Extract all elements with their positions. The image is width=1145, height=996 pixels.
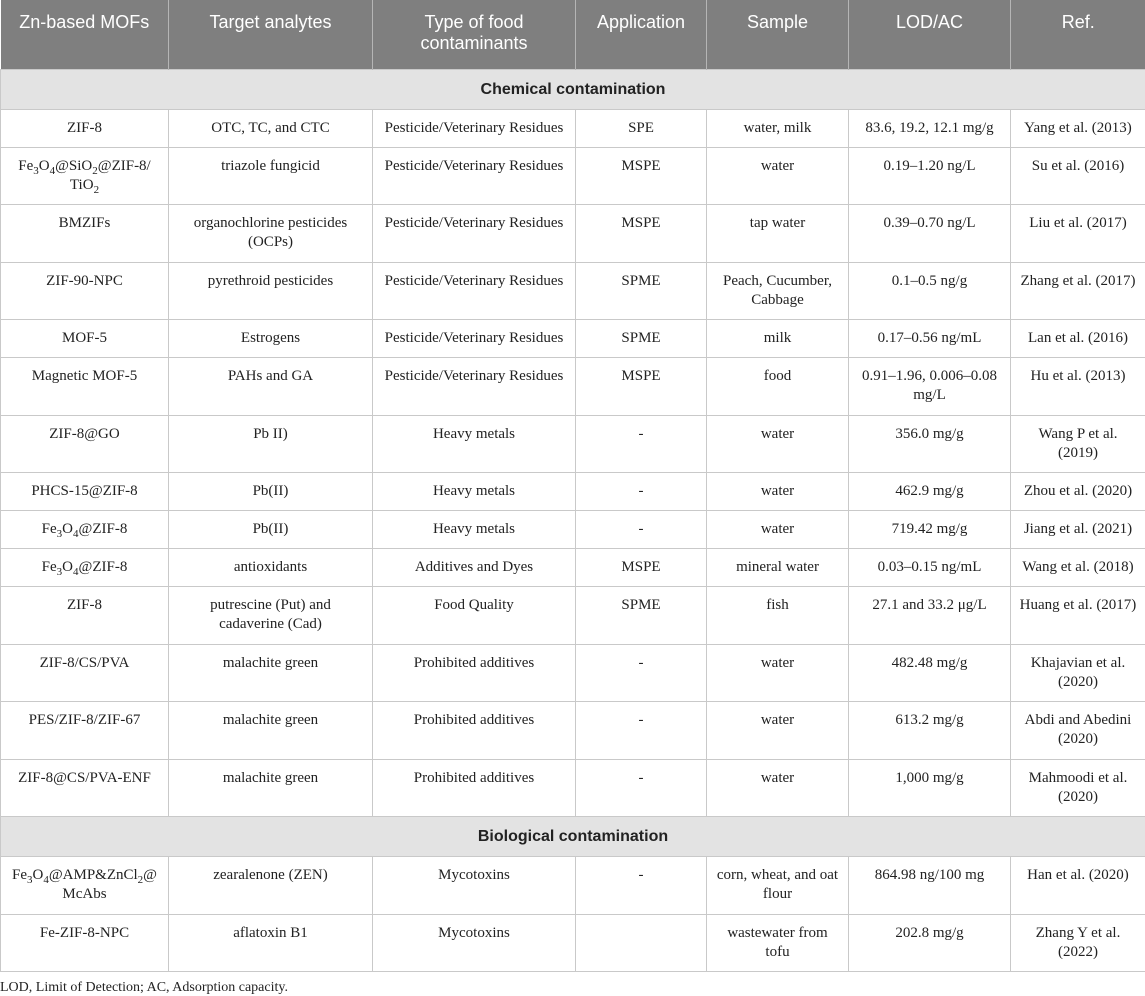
table-cell: food [707, 358, 849, 416]
table-cell: Khajavian et al. (2020) [1011, 644, 1145, 702]
table-cell: Prohibited additives [373, 759, 576, 817]
section-header-row [1, 817, 1145, 857]
table-cell: $Fe_3O_4@ZIF-8$ [1, 549, 169, 587]
table-cell: water [707, 415, 849, 473]
table-cell: ZIF-8@CS/PVA-ENF [1, 759, 169, 817]
table-cell: ZIF-8@GO [1, 415, 169, 473]
table-cell: Pb II) [169, 415, 373, 473]
table-cell: SPME [576, 320, 707, 358]
table-cell: wastewater from tofu [707, 914, 849, 972]
table-cell: 613.2 mg/g [849, 702, 1011, 760]
table-footnote: LOD, Limit of Detection; AC, Adsorption capacity. [0, 972, 1145, 996]
table-cell: aflatoxin B1 [169, 914, 373, 972]
table-cell: PES/ZIF-8/ZIF-67 [1, 702, 169, 760]
table-cell: MSPE [576, 205, 707, 263]
table-cell: tap water [707, 205, 849, 263]
table-cell: water [707, 644, 849, 702]
table-cell: Wang P et al. (2019) [1011, 415, 1145, 473]
table-cell: SPME [576, 587, 707, 645]
table-row [1, 147, 1145, 205]
table-cell: BMZIFs [1, 205, 169, 263]
table-cell: zearalenone (ZEN) [169, 857, 373, 915]
table-row [1, 320, 1145, 358]
section-title: Biological contamination [1, 817, 1145, 857]
header-row [1, 0, 1145, 69]
table-cell: - [576, 644, 707, 702]
table-cell: water [707, 511, 849, 549]
table-cell: MOF-5 [1, 320, 169, 358]
table-row [1, 759, 1145, 817]
table-cell: ZIF-8 [1, 109, 169, 147]
table-row [1, 857, 1145, 915]
table-cell: - [576, 702, 707, 760]
table-cell: MSPE [576, 147, 707, 205]
table-cell: Liu et al. (2017) [1011, 205, 1145, 263]
table-cell: - [576, 473, 707, 511]
table-cell: - [576, 857, 707, 915]
table-body [1, 69, 1145, 972]
table-cell: OTC, TC, and CTC [169, 109, 373, 147]
table-cell: Pesticide/Veterinary Residues [373, 262, 576, 320]
table-cell: Fe-ZIF-8-NPC [1, 914, 169, 972]
table-cell: malachite green [169, 644, 373, 702]
table-cell: Prohibited additives [373, 644, 576, 702]
table-cell: - [576, 759, 707, 817]
table-cell: Han et al. (2020) [1011, 857, 1145, 915]
table-cell: water [707, 473, 849, 511]
column-header: LOD/AC [849, 0, 1011, 69]
table-cell: putrescine (Put) and cadaverine (Cad) [169, 587, 373, 645]
table-cell: Su et al. (2016) [1011, 147, 1145, 205]
table-cell: Pesticide/Veterinary Residues [373, 358, 576, 416]
table-cell: Pesticide/Veterinary Residues [373, 109, 576, 147]
table-cell: Zhou et al. (2020) [1011, 473, 1145, 511]
table-cell: 83.6, 19.2, 12.1 mg/g [849, 109, 1011, 147]
table-cell: Zhang Y et al. (2022) [1011, 914, 1145, 972]
table-row [1, 587, 1145, 645]
table-cell: Peach, Cucumber, Cabbage [707, 262, 849, 320]
table-row [1, 473, 1145, 511]
table-cell: Magnetic MOF-5 [1, 358, 169, 416]
table-cell: Mycotoxins [373, 914, 576, 972]
table-cell: MSPE [576, 549, 707, 587]
table-row [1, 549, 1145, 587]
table-cell: $Fe_3O_4@ZIF-8$ [1, 511, 169, 549]
table-cell: 719.42 mg/g [849, 511, 1011, 549]
table-cell: $Fe_3O_4@SiO_2@ZIF-8/$ TiO$_2$ [1, 147, 169, 205]
table-cell: Food Quality [373, 587, 576, 645]
column-header: Type of food contaminants [373, 0, 576, 69]
table-cell: Pb(II) [169, 511, 373, 549]
table-row [1, 702, 1145, 760]
table-cell: 0.39–0.70 ng/L [849, 205, 1011, 263]
table-cell: Pesticide/Veterinary Residues [373, 205, 576, 263]
table-cell: 0.1–0.5 ng/g [849, 262, 1011, 320]
table-cell: malachite green [169, 702, 373, 760]
column-header: Sample [707, 0, 849, 69]
table-cell: Pb(II) [169, 473, 373, 511]
table-cell: fish [707, 587, 849, 645]
table-cell: Yang et al. (2013) [1011, 109, 1145, 147]
table-cell: Lan et al. (2016) [1011, 320, 1145, 358]
table-cell: Mycotoxins [373, 857, 576, 915]
column-header: Ref. [1011, 0, 1145, 69]
table-cell: malachite green [169, 759, 373, 817]
table-cell: 0.03–0.15 ng/mL [849, 549, 1011, 587]
table-cell: Additives and Dyes [373, 549, 576, 587]
table-row [1, 511, 1145, 549]
table-cell: mineral water [707, 549, 849, 587]
table-cell: Wang et al. (2018) [1011, 549, 1145, 587]
table-cell: 0.91–1.96, 0.006–0.08 mg/L [849, 358, 1011, 416]
table-cell: Heavy metals [373, 473, 576, 511]
table-row [1, 109, 1145, 147]
table-cell: 27.1 and 33.2 μg/L [849, 587, 1011, 645]
section-header-row [1, 69, 1145, 109]
table-cell: - [576, 511, 707, 549]
table-cell: milk [707, 320, 849, 358]
table-cell: pyrethroid pesticides [169, 262, 373, 320]
table-cell: Estrogens [169, 320, 373, 358]
table-cell: Pesticide/Veterinary Residues [373, 147, 576, 205]
table-cell: ZIF-90-NPC [1, 262, 169, 320]
table-cell: PAHs and GA [169, 358, 373, 416]
table-cell: PHCS-15@ZIF-8 [1, 473, 169, 511]
table-cell: SPE [576, 109, 707, 147]
table-cell: water [707, 702, 849, 760]
table-row [1, 205, 1145, 263]
column-header: Zn-based MOFs [1, 0, 169, 69]
table-cell: corn, wheat, and oat flour [707, 857, 849, 915]
table-cell: 1,000 mg/g [849, 759, 1011, 817]
table-cell: 864.98 ng/100 mg [849, 857, 1011, 915]
table-row [1, 644, 1145, 702]
section-title: Chemical contamination [1, 69, 1145, 109]
column-header: Application [576, 0, 707, 69]
table-row [1, 358, 1145, 416]
table-cell: Heavy metals [373, 415, 576, 473]
table-cell: 202.8 mg/g [849, 914, 1011, 972]
table-row [1, 415, 1145, 473]
table-cell: Mahmoodi et al. (2020) [1011, 759, 1145, 817]
table-cell: Heavy metals [373, 511, 576, 549]
table-cell: water [707, 759, 849, 817]
table-cell: Abdi and Abedini (2020) [1011, 702, 1145, 760]
table-cell: 0.17–0.56 ng/mL [849, 320, 1011, 358]
table-cell [576, 914, 707, 972]
column-header: Target analytes [169, 0, 373, 69]
table-cell: Prohibited additives [373, 702, 576, 760]
table-cell: water [707, 147, 849, 205]
table-cell: ZIF-8 [1, 587, 169, 645]
table-cell: ZIF-8/CS/PVA [1, 644, 169, 702]
table-cell: triazole fungicid [169, 147, 373, 205]
table-cell: SPME [576, 262, 707, 320]
table-cell: water, milk [707, 109, 849, 147]
table-cell: - [576, 415, 707, 473]
table-cell: Pesticide/Veterinary Residues [373, 320, 576, 358]
table-cell: 0.19–1.20 ng/L [849, 147, 1011, 205]
table-row [1, 262, 1145, 320]
table-row [1, 914, 1145, 972]
table-cell: MSPE [576, 358, 707, 416]
table-cell: antioxidants [169, 549, 373, 587]
table-cell: 482.48 mg/g [849, 644, 1011, 702]
table-cell: organochlorine pesticides (OCPs) [169, 205, 373, 263]
table-cell: 462.9 mg/g [849, 473, 1011, 511]
table-cell: Hu et al. (2013) [1011, 358, 1145, 416]
table-cell: Huang et al. (2017) [1011, 587, 1145, 645]
table-cell: Jiang et al. (2021) [1011, 511, 1145, 549]
table-cell: $Fe_3O_4@AMP\&ZnCl_2@$ McAbs [1, 857, 169, 915]
table-cell: Zhang et al. (2017) [1011, 262, 1145, 320]
table-cell: 356.0 mg/g [849, 415, 1011, 473]
